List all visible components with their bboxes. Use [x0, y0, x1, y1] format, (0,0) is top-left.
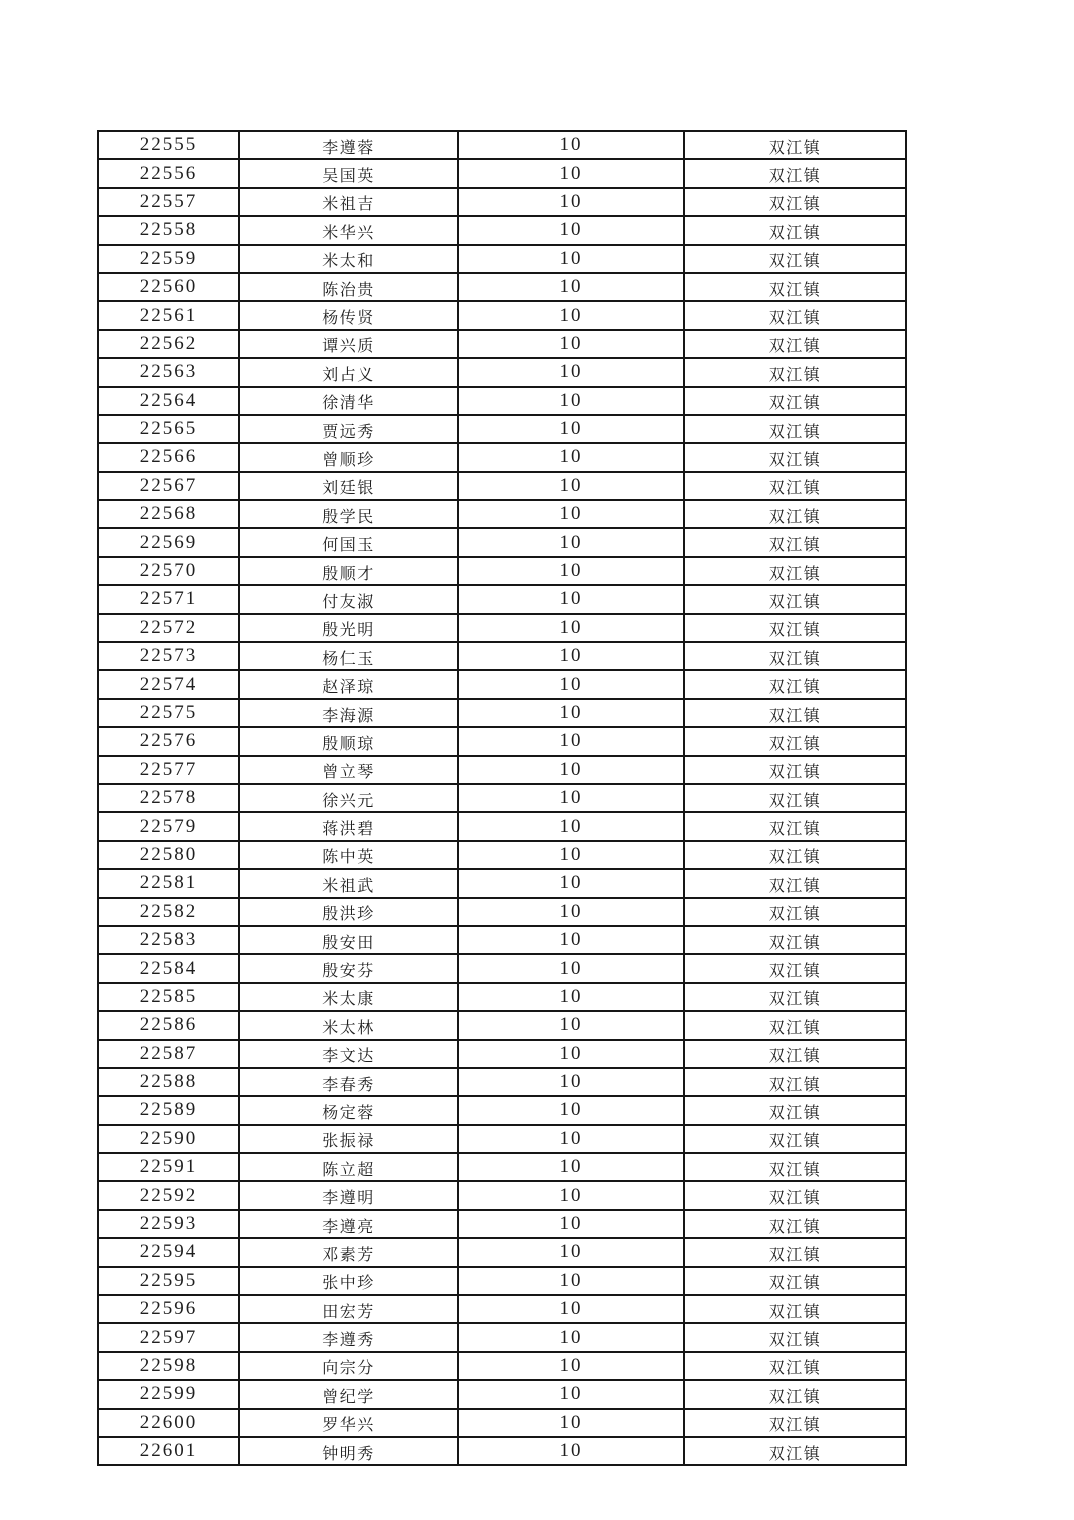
cell-value: 10 — [458, 528, 684, 556]
table-row — [98, 273, 906, 301]
cell-name: 邓素芳 — [239, 1238, 458, 1266]
cell-name: 李遵明 — [239, 1181, 458, 1209]
cell-town: 双江镇 — [684, 699, 906, 727]
cell-value: 10 — [458, 1323, 684, 1351]
cell-town: 双江镇 — [684, 273, 906, 301]
cell-town: 双江镇 — [684, 1096, 906, 1124]
table-row — [98, 443, 906, 471]
cell-town: 双江镇 — [684, 642, 906, 670]
cell-value: 10 — [458, 1267, 684, 1295]
table-row — [98, 699, 906, 727]
table-row — [98, 1267, 906, 1295]
cell-town: 双江镇 — [684, 1125, 906, 1153]
cell-name: 刘廷银 — [239, 472, 458, 500]
cell-value: 10 — [458, 585, 684, 613]
cell-id: 22557 — [98, 188, 239, 216]
cell-name: 殷洪珍 — [239, 898, 458, 926]
table-row — [98, 1437, 906, 1465]
cell-town: 双江镇 — [684, 1323, 906, 1351]
cell-town: 双江镇 — [684, 1210, 906, 1238]
cell-id: 22562 — [98, 330, 239, 358]
table-row — [98, 330, 906, 358]
cell-name: 赵泽琼 — [239, 670, 458, 698]
cell-name: 吴国英 — [239, 159, 458, 187]
cell-name: 陈治贵 — [239, 273, 458, 301]
cell-name: 张中珍 — [239, 1267, 458, 1295]
cell-name: 杨仁玉 — [239, 642, 458, 670]
cell-value: 10 — [458, 756, 684, 784]
cell-name: 殷光明 — [239, 614, 458, 642]
cell-name: 陈中英 — [239, 841, 458, 869]
cell-name: 曾顺珍 — [239, 443, 458, 471]
cell-id: 22580 — [98, 841, 239, 869]
cell-town: 双江镇 — [684, 1181, 906, 1209]
cell-name: 米华兴 — [239, 216, 458, 244]
cell-town: 双江镇 — [684, 500, 906, 528]
cell-town: 双江镇 — [684, 1068, 906, 1096]
cell-value: 10 — [458, 727, 684, 755]
table-row — [98, 898, 906, 926]
table-row — [98, 1210, 906, 1238]
table-row — [98, 812, 906, 840]
table-row — [98, 585, 906, 613]
cell-id: 22598 — [98, 1352, 239, 1380]
cell-town: 双江镇 — [684, 301, 906, 329]
cell-town: 双江镇 — [684, 1437, 906, 1465]
cell-value: 10 — [458, 784, 684, 812]
cell-name: 米祖武 — [239, 869, 458, 897]
table-row — [98, 670, 906, 698]
cell-id: 22555 — [98, 131, 239, 159]
cell-town: 双江镇 — [684, 1238, 906, 1266]
table-row — [98, 1409, 906, 1437]
cell-town: 双江镇 — [684, 954, 906, 982]
cell-id: 22564 — [98, 387, 239, 415]
cell-id: 22594 — [98, 1238, 239, 1266]
cell-name: 米太林 — [239, 1011, 458, 1039]
cell-name: 李遵秀 — [239, 1323, 458, 1351]
cell-id: 22593 — [98, 1210, 239, 1238]
cell-value: 10 — [458, 1238, 684, 1266]
cell-value: 10 — [458, 245, 684, 273]
cell-town: 双江镇 — [684, 1011, 906, 1039]
table-row — [98, 1323, 906, 1351]
table-row — [98, 1352, 906, 1380]
cell-value: 10 — [458, 1125, 684, 1153]
table-row — [98, 869, 906, 897]
cell-id: 22556 — [98, 159, 239, 187]
cell-value: 10 — [458, 415, 684, 443]
cell-name: 何国玉 — [239, 528, 458, 556]
cell-town: 双江镇 — [684, 557, 906, 585]
table-row — [98, 642, 906, 670]
cell-id: 22584 — [98, 954, 239, 982]
table-row — [98, 756, 906, 784]
cell-town: 双江镇 — [684, 358, 906, 386]
cell-id: 22566 — [98, 443, 239, 471]
cell-town: 双江镇 — [684, 131, 906, 159]
cell-id: 22589 — [98, 1096, 239, 1124]
cell-name: 谭兴质 — [239, 330, 458, 358]
cell-id: 22590 — [98, 1125, 239, 1153]
cell-id: 22592 — [98, 1181, 239, 1209]
table-row — [98, 954, 906, 982]
cell-value: 10 — [458, 642, 684, 670]
cell-town: 双江镇 — [684, 898, 906, 926]
cell-value: 10 — [458, 159, 684, 187]
table-row — [98, 841, 906, 869]
cell-town: 双江镇 — [684, 1380, 906, 1408]
cell-town: 双江镇 — [684, 159, 906, 187]
table-row — [98, 1181, 906, 1209]
cell-id: 22601 — [98, 1437, 239, 1465]
cell-value: 10 — [458, 1210, 684, 1238]
cell-name: 李春秀 — [239, 1068, 458, 1096]
table-row — [98, 1238, 906, 1266]
cell-value: 10 — [458, 273, 684, 301]
cell-value: 10 — [458, 443, 684, 471]
cell-id: 22583 — [98, 926, 239, 954]
cell-id: 22588 — [98, 1068, 239, 1096]
cell-name: 殷安田 — [239, 926, 458, 954]
cell-town: 双江镇 — [684, 415, 906, 443]
cell-id: 22576 — [98, 727, 239, 755]
cell-value: 10 — [458, 387, 684, 415]
cell-value: 10 — [458, 983, 684, 1011]
cell-town: 双江镇 — [684, 614, 906, 642]
cell-town: 双江镇 — [684, 1153, 906, 1181]
cell-id: 22573 — [98, 642, 239, 670]
cell-id: 22597 — [98, 1323, 239, 1351]
cell-name: 陈立超 — [239, 1153, 458, 1181]
cell-id: 22579 — [98, 812, 239, 840]
cell-name: 蒋洪碧 — [239, 812, 458, 840]
cell-name: 米祖吉 — [239, 188, 458, 216]
table-row — [98, 472, 906, 500]
cell-id: 22578 — [98, 784, 239, 812]
cell-town: 双江镇 — [684, 216, 906, 244]
table-row — [98, 557, 906, 585]
cell-value: 10 — [458, 841, 684, 869]
cell-name: 李海源 — [239, 699, 458, 727]
cell-value: 10 — [458, 926, 684, 954]
cell-town: 双江镇 — [684, 841, 906, 869]
cell-name: 米太和 — [239, 245, 458, 273]
cell-name: 殷安芬 — [239, 954, 458, 982]
cell-name: 殷顺才 — [239, 557, 458, 585]
cell-id: 22587 — [98, 1040, 239, 1068]
cell-name: 付友淑 — [239, 585, 458, 613]
cell-name: 罗华兴 — [239, 1409, 458, 1437]
table-row — [98, 358, 906, 386]
cell-value: 10 — [458, 1040, 684, 1068]
table-row — [98, 301, 906, 329]
table-row — [98, 1380, 906, 1408]
cell-id: 22600 — [98, 1409, 239, 1437]
cell-value: 10 — [458, 358, 684, 386]
table-row — [98, 216, 906, 244]
cell-value: 10 — [458, 699, 684, 727]
cell-town: 双江镇 — [684, 756, 906, 784]
cell-value: 10 — [458, 812, 684, 840]
table-row — [98, 1096, 906, 1124]
cell-town: 双江镇 — [684, 812, 906, 840]
cell-town: 双江镇 — [684, 1267, 906, 1295]
cell-id: 22599 — [98, 1380, 239, 1408]
table-row — [98, 784, 906, 812]
records-table-body — [98, 131, 906, 1465]
cell-town: 双江镇 — [684, 245, 906, 273]
cell-id: 22559 — [98, 245, 239, 273]
cell-name: 李文达 — [239, 1040, 458, 1068]
cell-town: 双江镇 — [684, 585, 906, 613]
cell-id: 22568 — [98, 500, 239, 528]
cell-value: 10 — [458, 869, 684, 897]
cell-id: 22586 — [98, 1011, 239, 1039]
cell-name: 杨定蓉 — [239, 1096, 458, 1124]
cell-name: 殷学民 — [239, 500, 458, 528]
cell-value: 10 — [458, 1181, 684, 1209]
table-row — [98, 1153, 906, 1181]
cell-value: 10 — [458, 216, 684, 244]
cell-name: 杨传贤 — [239, 301, 458, 329]
table-row — [98, 528, 906, 556]
table-row — [98, 188, 906, 216]
table-row — [98, 614, 906, 642]
cell-value: 10 — [458, 188, 684, 216]
table-row — [98, 245, 906, 273]
cell-name: 李遵蓉 — [239, 131, 458, 159]
cell-id: 22595 — [98, 1267, 239, 1295]
cell-value: 10 — [458, 472, 684, 500]
cell-town: 双江镇 — [684, 983, 906, 1011]
cell-id: 22570 — [98, 557, 239, 585]
cell-id: 22572 — [98, 614, 239, 642]
cell-value: 10 — [458, 954, 684, 982]
cell-name: 田宏芳 — [239, 1295, 458, 1323]
cell-value: 10 — [458, 1011, 684, 1039]
table-row — [98, 1068, 906, 1096]
cell-name: 钟明秀 — [239, 1437, 458, 1465]
cell-name: 刘占义 — [239, 358, 458, 386]
cell-town: 双江镇 — [684, 1409, 906, 1437]
cell-value: 10 — [458, 614, 684, 642]
cell-town: 双江镇 — [684, 443, 906, 471]
cell-town: 双江镇 — [684, 1295, 906, 1323]
cell-id: 22582 — [98, 898, 239, 926]
cell-name: 向宗分 — [239, 1352, 458, 1380]
cell-value: 10 — [458, 330, 684, 358]
cell-town: 双江镇 — [684, 727, 906, 755]
cell-id: 22577 — [98, 756, 239, 784]
cell-town: 双江镇 — [684, 330, 906, 358]
cell-town: 双江镇 — [684, 1040, 906, 1068]
table-row — [98, 1295, 906, 1323]
cell-town: 双江镇 — [684, 472, 906, 500]
cell-town: 双江镇 — [684, 188, 906, 216]
cell-name: 曾立琴 — [239, 756, 458, 784]
cell-value: 10 — [458, 301, 684, 329]
cell-id: 22575 — [98, 699, 239, 727]
cell-id: 22596 — [98, 1295, 239, 1323]
cell-town: 双江镇 — [684, 869, 906, 897]
cell-name: 徐兴元 — [239, 784, 458, 812]
cell-town: 双江镇 — [684, 670, 906, 698]
cell-value: 10 — [458, 1068, 684, 1096]
cell-name: 贾远秀 — [239, 415, 458, 443]
cell-name: 李遵亮 — [239, 1210, 458, 1238]
cell-name: 张振禄 — [239, 1125, 458, 1153]
cell-id: 22567 — [98, 472, 239, 500]
table-row — [98, 926, 906, 954]
cell-name: 米太康 — [239, 983, 458, 1011]
cell-id: 22558 — [98, 216, 239, 244]
table-row — [98, 983, 906, 1011]
table-row — [98, 159, 906, 187]
table-row — [98, 415, 906, 443]
table-row — [98, 1040, 906, 1068]
document-page — [97, 130, 907, 1466]
cell-value: 10 — [458, 898, 684, 926]
table-row — [98, 727, 906, 755]
cell-name: 殷顺琼 — [239, 727, 458, 755]
cell-name: 曾纪学 — [239, 1380, 458, 1408]
cell-value: 10 — [458, 1096, 684, 1124]
cell-town: 双江镇 — [684, 1352, 906, 1380]
cell-id: 22571 — [98, 585, 239, 613]
table-row — [98, 1011, 906, 1039]
cell-value: 10 — [458, 1153, 684, 1181]
cell-id: 22563 — [98, 358, 239, 386]
cell-value: 10 — [458, 500, 684, 528]
cell-town: 双江镇 — [684, 926, 906, 954]
records-table — [97, 130, 907, 1466]
cell-id: 22585 — [98, 983, 239, 1011]
cell-town: 双江镇 — [684, 387, 906, 415]
cell-id: 22565 — [98, 415, 239, 443]
cell-town: 双江镇 — [684, 528, 906, 556]
cell-id: 22581 — [98, 869, 239, 897]
cell-id: 22561 — [98, 301, 239, 329]
cell-value: 10 — [458, 1352, 684, 1380]
table-row — [98, 387, 906, 415]
cell-value: 10 — [458, 131, 684, 159]
cell-id: 22569 — [98, 528, 239, 556]
cell-value: 10 — [458, 1295, 684, 1323]
cell-value: 10 — [458, 1380, 684, 1408]
cell-id: 22560 — [98, 273, 239, 301]
table-row — [98, 1125, 906, 1153]
table-row — [98, 500, 906, 528]
cell-id: 22574 — [98, 670, 239, 698]
cell-value: 10 — [458, 1437, 684, 1465]
cell-value: 10 — [458, 670, 684, 698]
cell-value: 10 — [458, 1409, 684, 1437]
cell-town: 双江镇 — [684, 784, 906, 812]
cell-name: 徐清华 — [239, 387, 458, 415]
table-row — [98, 131, 906, 159]
cell-value: 10 — [458, 557, 684, 585]
cell-id: 22591 — [98, 1153, 239, 1181]
